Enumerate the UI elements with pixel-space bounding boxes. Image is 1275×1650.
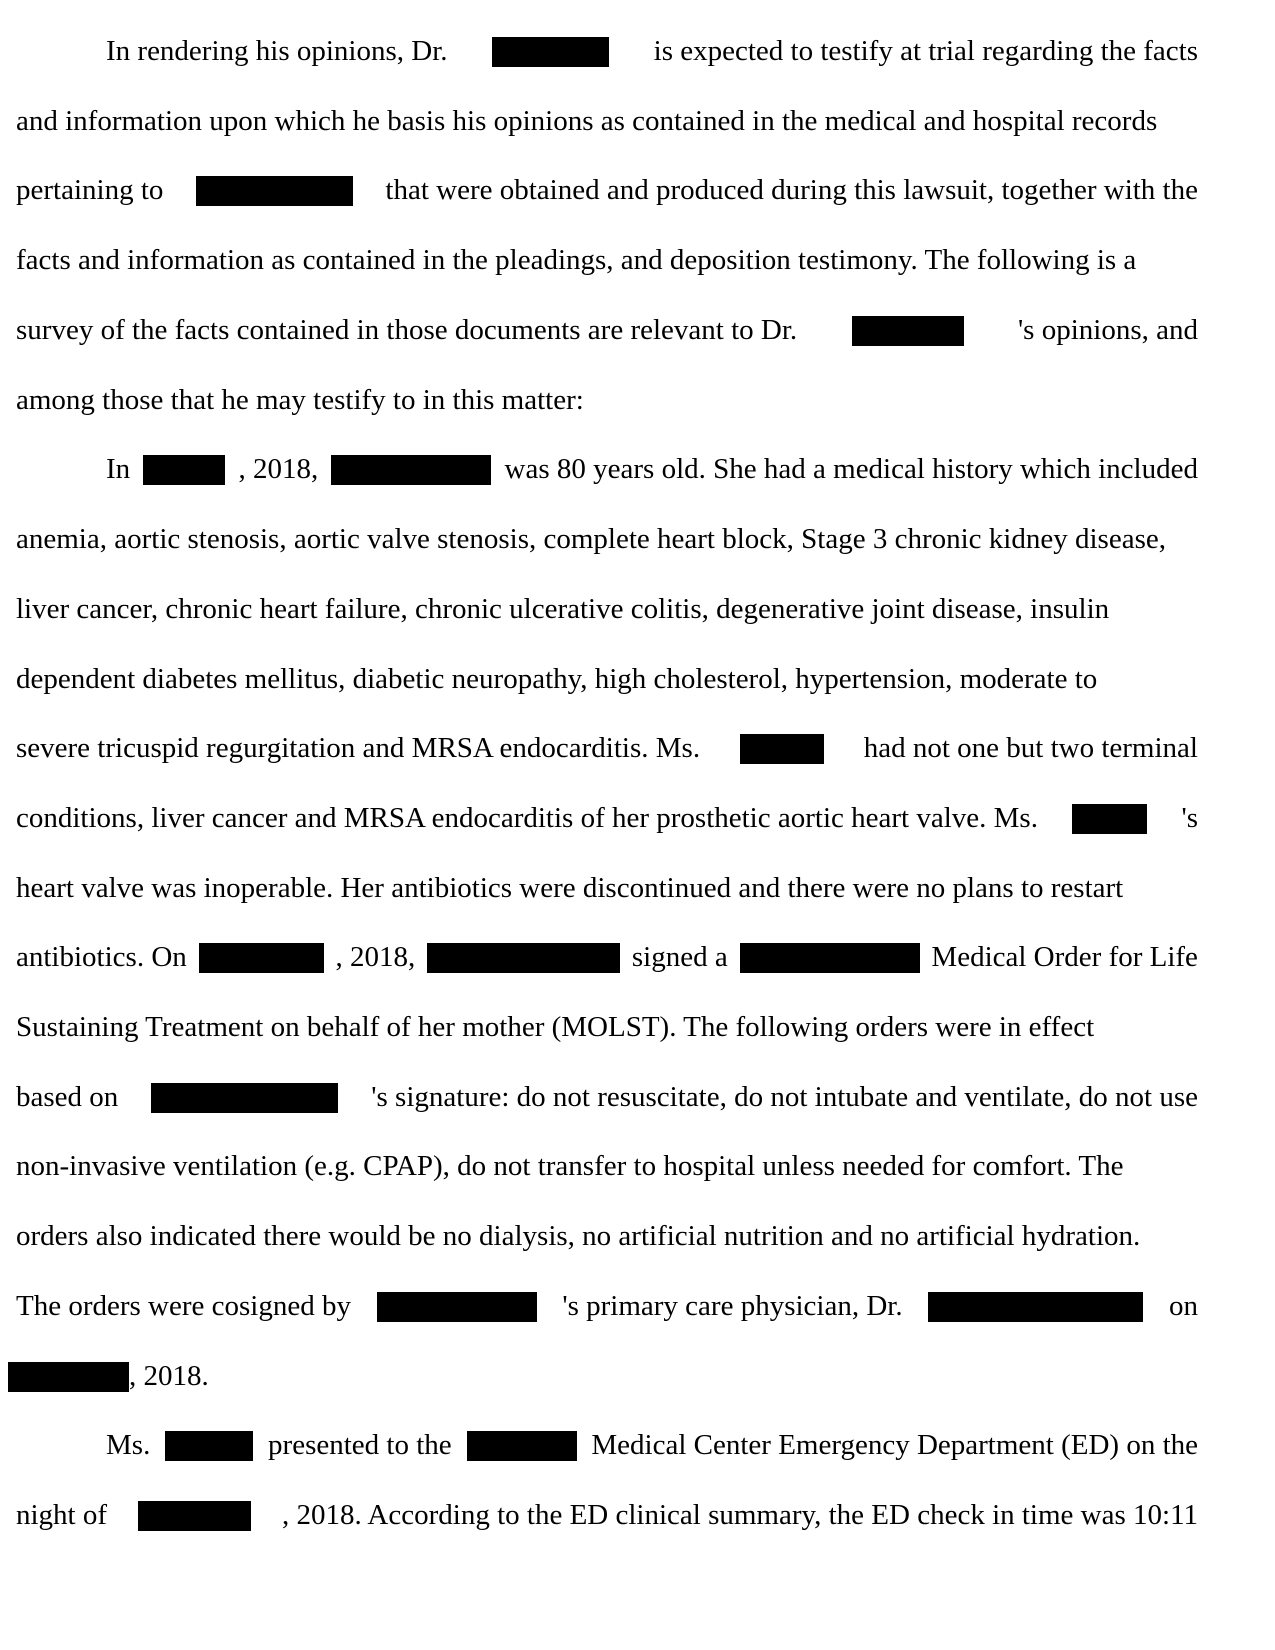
text-segment: 's [1181,801,1198,834]
text-line [16,1077,1198,1117]
redaction-bar [740,734,824,764]
text-line [16,1007,1198,1047]
text-segment: conditions, liver cancer and MRSA endocarditis of her prosthetic aortic heart valve. Ms. [16,801,1038,834]
text-segment: was 80 years old. She had a medical history which included [504,452,1198,485]
text-segment: 's primary care physician, Dr. [562,1289,903,1322]
redaction-bar [427,943,620,973]
text-line [8,1356,1190,1396]
text-segment: and information upon which he basis his opinions as contained in the medical and hospital records [16,104,1158,137]
text-line [16,868,1198,908]
text-segment: survey of the facts contained in those documents are relevant to Dr. [16,313,798,346]
redaction-bar [196,176,353,206]
text-segment: signed a [631,940,728,973]
text-segment: is expected to testify at trial regarding the facts [653,34,1198,67]
text-line [16,798,1198,838]
redaction-bar [377,1292,537,1322]
redaction-bar [151,1083,338,1113]
text-segment: pertaining to [16,173,164,206]
text-segment: In [106,452,131,485]
redaction-bar [143,455,225,485]
text-line [16,310,1198,350]
text-segment: that were obtained and produced during this lawsuit, together with the [385,173,1198,206]
text-segment: antibiotics. On [16,940,187,973]
text-segment: 's opinions, and [1017,313,1198,346]
redaction-bar [492,37,609,67]
text-segment: In rendering his opinions, Dr. [106,34,448,67]
text-segment: Medical Order for Life [931,940,1198,973]
text-line [16,1495,1198,1535]
text-segment: on [1168,1289,1198,1322]
text-line [16,170,1198,210]
redaction-bar [467,1431,577,1461]
text-segment: presented to the [268,1428,452,1461]
redaction-bar [331,455,491,485]
text-line [16,659,1198,699]
redaction-bar [740,943,920,973]
text-line [16,1216,1198,1256]
text-line [16,101,1198,141]
text-segment: , 2018. [129,1359,209,1392]
text-segment: , 2018, [335,940,416,973]
redaction-bar [1072,804,1147,834]
text-segment: 's signature: do not resuscitate, do not intubate and ventilate, do not use [371,1080,1198,1113]
text-segment: , 2018, [238,452,319,485]
text-segment: The orders were cosigned by [16,1289,351,1322]
text-line [106,31,1198,71]
text-segment: , 2018. According to the ED clinical summary, the ED check in time was 10:11 [282,1498,1198,1531]
text-segment: had not one but two terminal [863,731,1198,764]
redaction-bar [8,1362,129,1392]
text-segment: liver cancer, chronic heart failure, chronic ulcerative colitis, degenerative joint disease, insulin [16,592,1110,625]
text-line [16,380,1198,420]
text-line [16,937,1198,977]
text-segment: among those that he may testify to in this matter: [16,383,584,416]
redaction-bar [852,316,964,346]
text-segment: heart valve was inoperable. Her antibiotics were discontinued and there were no plans to restart [16,871,1124,904]
text-segment: anemia, aortic stenosis, aortic valve stenosis, complete heart block, Stage 3 chronic kidney disease, [16,522,1166,555]
text-line [106,449,1198,489]
text-segment: orders also indicated there would be no dialysis, no artificial nutrition and no artificial hydration. [16,1219,1141,1252]
text-segment: Sustaining Treatment on behalf of her mother (MOLST). The following orders were in effect [16,1010,1095,1043]
text-segment: night of [16,1498,108,1531]
text-segment: Medical Center Emergency Department (ED) on the [591,1428,1198,1461]
text-line [16,1146,1198,1186]
text-line [106,1425,1198,1465]
text-segment: dependent diabetes mellitus, diabetic neuropathy, high cholesterol, hypertension, moderate to [16,662,1098,695]
text-line [16,240,1198,280]
text-segment: based on [16,1080,119,1113]
redaction-bar [928,1292,1143,1322]
text-line [16,1286,1198,1326]
redaction-bar [165,1431,253,1461]
text-line [16,589,1198,629]
text-line [16,519,1198,559]
text-segment: non-invasive ventilation (e.g. CPAP), do not transfer to hospital unless needed for comfort. The [16,1149,1124,1182]
text-segment: severe tricuspid regurgitation and MRSA endocarditis. Ms. [16,731,701,764]
text-segment: facts and information as contained in the pleadings, and deposition testimony. The following is a [16,243,1137,276]
redaction-bar [138,1501,251,1531]
text-line [16,728,1198,768]
redaction-bar [199,943,324,973]
text-segment: Ms. [106,1428,151,1461]
